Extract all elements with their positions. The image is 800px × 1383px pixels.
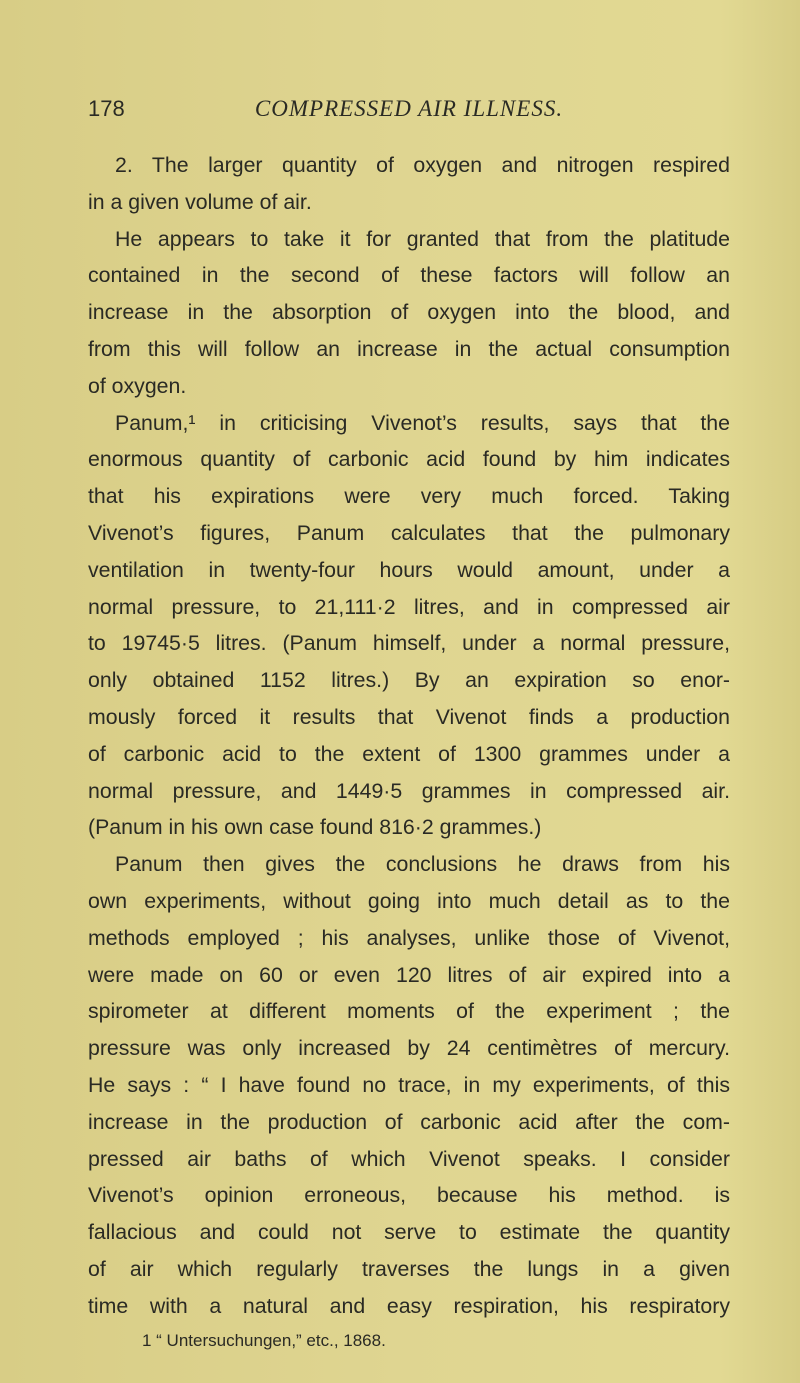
text-line: fallacious and could not serve to estimate the quantity: [88, 1220, 730, 1245]
text-line: to 19745·5 litres. (Panum himself, under a normal pressure,: [88, 631, 730, 656]
text-line: Vivenot’s figures, Panum calculates that the pulmonary: [88, 520, 730, 545]
text-line: contained in the second of these factors will follow an: [88, 263, 730, 288]
text-line: 2. The larger quantity of oxygen and nitrogen respired: [115, 153, 730, 177]
text-line: (Panum in his own case found 816·2 grammes.): [88, 815, 542, 840]
text-line: spirometer at different moments of the experiment ; the: [88, 999, 730, 1024]
text-line: in a given volume of air.: [88, 189, 312, 214]
text-line: Vivenot’s opinion erroneous, because his method. is: [88, 1183, 730, 1208]
text-line: increase in the production of carbonic acid after the com-: [88, 1109, 730, 1134]
text-line: normal pressure, and 1449·5 grammes in compressed air.: [88, 778, 730, 803]
text-line: ventilation in twenty-four hours would amount, under a: [88, 557, 730, 582]
text-line: own experiments, without going into much detail as to the: [88, 888, 730, 913]
text-line: increase in the absorption of oxygen into the blood, and: [88, 300, 730, 325]
text-line: enormous quantity of carbonic acid found by him indicates: [88, 447, 730, 472]
text-line: of air which regularly traverses the lungs in a given: [88, 1256, 730, 1281]
text-line: pressed air baths of which Vivenot speaks. I consider: [88, 1146, 730, 1171]
text-line: that his expirations were very much forced. Taking: [88, 484, 730, 509]
text-line: were made on 60 or even 120 litres of air expired into a: [88, 962, 730, 987]
text-line: mously forced it results that Vivenot finds a production: [88, 704, 730, 729]
text-line: He appears to take it for granted that from the platitude: [115, 226, 730, 251]
text-line: of carbonic acid to the extent of 1300 grammes under a: [88, 741, 730, 766]
body-text: [88, 147, 730, 1325]
text-line: methods employed ; his analyses, unlike those of Vivenot,: [88, 925, 730, 950]
text-line: Panum,¹ in criticising Vivenot’s results, says that the: [115, 410, 730, 435]
page-number: 178: [88, 96, 125, 121]
page-header: [88, 96, 730, 130]
text-line: He says : “ I have found no trace, in my experiments, of this: [88, 1072, 730, 1097]
text-line: from this will follow an increase in the actual consumption: [88, 336, 730, 361]
running-title: COMPRESSED AIR ILLNESS.: [254, 96, 564, 121]
text-line: pressure was only increased by 24 centimètres of mercury.: [88, 1036, 730, 1061]
text-line: Panum then gives the conclusions he draws from his: [115, 852, 730, 877]
text-line: time with a natural and easy respiration, his respiratory: [88, 1293, 730, 1318]
text-line: normal pressure, to 21,111·2 litres, and in compressed air: [88, 594, 730, 619]
text-line: of oxygen.: [88, 373, 187, 398]
footnote: 1 “ Untersuchungen,” etc., 1868.: [142, 1331, 386, 1350]
text-line: only obtained 1152 litres.) By an expiration so enor-: [88, 668, 730, 693]
